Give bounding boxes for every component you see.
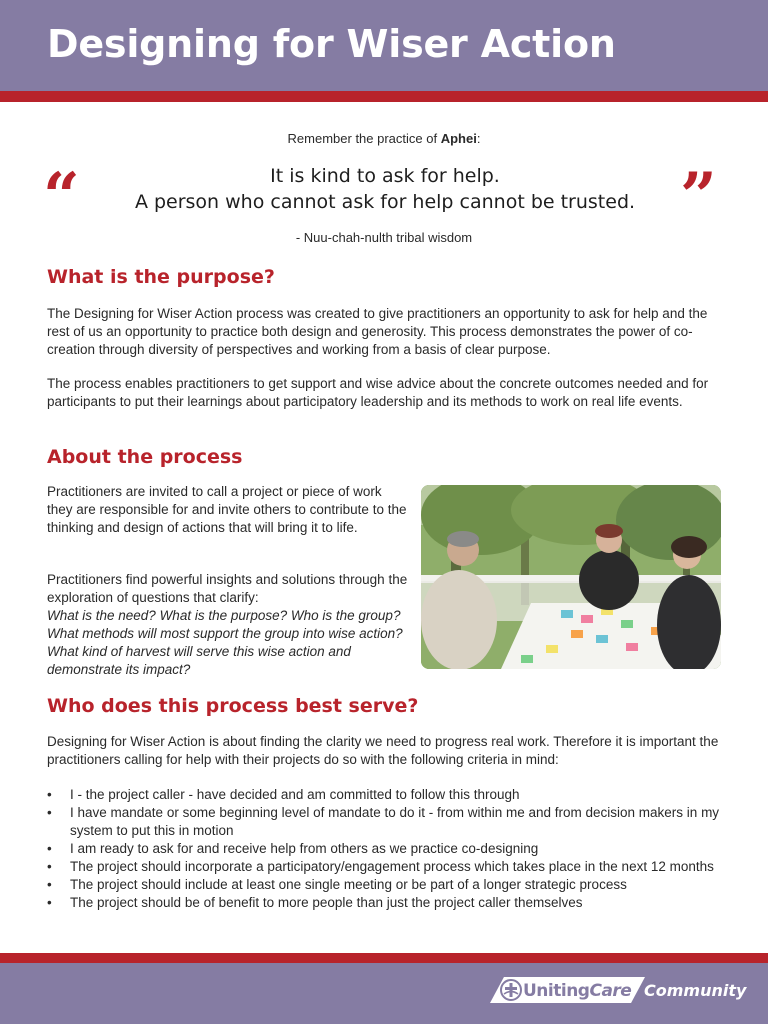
practice-name: Aphei bbox=[440, 131, 477, 146]
list-item bbox=[47, 804, 727, 840]
logo-text-care: Care bbox=[589, 981, 632, 1001]
purpose-heading: What is the purpose? bbox=[47, 266, 275, 288]
clarifying-questions: What is the need? What is the purpose? Who is the group? What methods will most support the group into wise action? What kind of harvest will serve this wise action and demonstrate its impact? bbox=[47, 608, 403, 677]
intro-lead: Remember the practice of bbox=[287, 131, 441, 146]
quote-attribution: - Nuu-chah-nulth tribal wisdom bbox=[295, 230, 473, 245]
open-quote-icon: “ bbox=[43, 159, 80, 234]
close-quote-icon: ” bbox=[680, 159, 717, 234]
criteria-text: I - the project caller - have decided and am committed to follow this through bbox=[70, 787, 520, 802]
intro-colon: : bbox=[476, 131, 481, 146]
page-title: Designing for Wiser Action bbox=[47, 22, 616, 66]
criteria-text: The project should be of benefit to more people than just the project caller themselves bbox=[70, 895, 583, 910]
bullet-icon: • bbox=[47, 895, 52, 910]
bullet-icon: • bbox=[47, 805, 52, 820]
purpose-paragraph-1: The Designing for Wiser Action process was created to give practitioners an opportunity to ask for help and the rest of us an opportunity to practice both design and generosity. This process demonstrates the power of co-creation through diversity of perspectives and working from a basis of clear purpose. bbox=[47, 306, 708, 357]
intro-line bbox=[0, 131, 768, 146]
quote-line-2: A person who cannot ask for help cannot be trusted. bbox=[134, 191, 636, 213]
list-item bbox=[47, 876, 727, 894]
criteria-text: The project should include at least one single meeting or be part of a longer strategic process bbox=[70, 877, 627, 892]
list-item bbox=[47, 786, 727, 804]
header-divider bbox=[0, 91, 768, 102]
logo-text-community: Community bbox=[644, 981, 747, 1000]
workshop-photo-illustration bbox=[421, 485, 721, 669]
criteria-text: The project should incorporate a participatory/engagement process which takes place in the next 12 months bbox=[70, 859, 714, 874]
bullet-icon: • bbox=[47, 859, 52, 874]
quote-line-1: It is kind to ask for help. bbox=[270, 165, 500, 187]
bullet-icon: • bbox=[47, 787, 52, 802]
about-paragraph-1: Practitioners are invited to call a project or piece of work they are responsible for and invite others to contribute to the thinking and design of actions that will bring it to life. bbox=[47, 484, 407, 535]
serve-heading: Who does this process best serve? bbox=[47, 695, 419, 717]
cross-emblem-icon bbox=[500, 979, 522, 1001]
logo-text-uniting: Uniting bbox=[523, 981, 590, 1001]
purpose-paragraph-2: The process enables practitioners to get support and wise advice about the concrete outcomes needed and for participants to put their learnings about participatory leadership and its methods to work on real life events. bbox=[47, 376, 709, 409]
list-item bbox=[47, 858, 727, 876]
header-banner bbox=[0, 0, 768, 91]
serve-paragraph: Designing for Wiser Action is about finding the clarity we need to progress real work. Therefore it is important the practitioners calling for help with their projects do so with the following criteria in mind: bbox=[47, 734, 719, 767]
workshop-photo bbox=[421, 485, 721, 669]
criteria-text: I have mandate or some beginning level of mandate to do it - from within me and from decision makers in my system to put this in motion bbox=[70, 805, 720, 838]
about-paragraph-2-text: Practitioners find powerful insights and solutions through the exploration of questions that clarify: bbox=[47, 572, 408, 605]
list-item bbox=[47, 894, 727, 912]
unitingcare-logo bbox=[490, 974, 747, 1006]
criteria-list bbox=[47, 786, 727, 912]
footer-divider bbox=[0, 953, 768, 963]
logo-text-unitingcare bbox=[523, 981, 631, 1001]
list-item bbox=[47, 840, 727, 858]
criteria-text: I am ready to ask for and receive help from others as we practice co-designing bbox=[70, 841, 539, 856]
bullet-icon: • bbox=[47, 841, 52, 856]
about-heading: About the process bbox=[47, 446, 243, 468]
about-paragraph-2 bbox=[47, 571, 409, 679]
quote-block bbox=[90, 163, 680, 215]
bullet-icon: • bbox=[47, 877, 52, 892]
